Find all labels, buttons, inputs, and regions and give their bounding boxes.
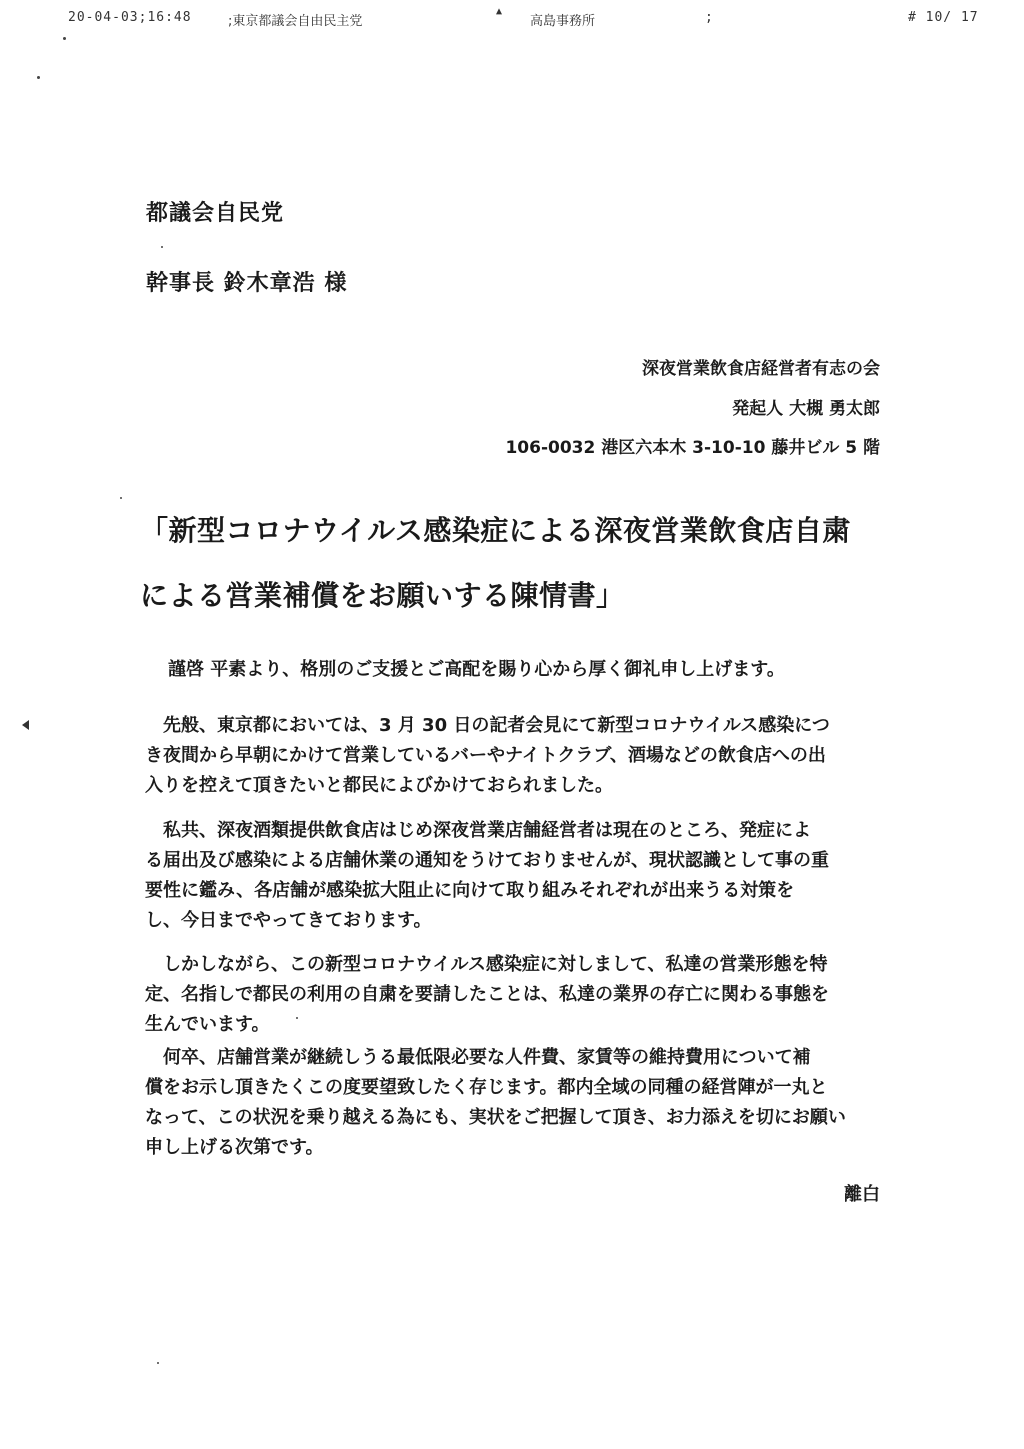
greeting: 謹啓 平素より、格別のご支援とご高配を賜り心から厚く御礼申し上げます。 xyxy=(168,659,785,680)
paragraph-line: しかしながら、この新型コロナウイルス感染症に対しまして、私達の営業形態を特 xyxy=(163,954,828,975)
body-paragraph xyxy=(145,711,897,801)
fax-transmission-header xyxy=(0,6,1024,32)
paragraph-line: 生んでいます。 xyxy=(145,1014,270,1035)
document-title-line-1: 「新型コロナウイルス感染症による深夜営業飲食店自粛 xyxy=(140,514,851,547)
paragraph-line: し、今日までやってきております。 xyxy=(145,910,432,931)
closing-remark: 離白 xyxy=(844,1184,880,1205)
scan-speck xyxy=(37,76,40,79)
sender-group: 深夜営業飲食店経営者有志の会 xyxy=(642,359,880,379)
sender-promoter: 発起人 大槻 勇太郎 xyxy=(732,399,880,419)
paragraph-line: 私共、深夜酒類提供飲食店はじめ深夜営業店舗経営者は現在のところ、発症によ xyxy=(163,820,811,841)
paragraph-line: 何卒、店舗営業が継続しうる最低限必要な人件費、家賃等の維持費用について補 xyxy=(163,1047,811,1068)
fax-sender: ;東京都議会自由民主党 xyxy=(228,14,363,29)
body-paragraph xyxy=(145,1043,897,1163)
paragraph-line: る届出及び感染による店舗休業の通知をうけておりませんが、現状認識として事の重 xyxy=(145,850,829,871)
scan-speck xyxy=(120,497,122,499)
margin-arrow-icon xyxy=(22,720,29,730)
fax-datetime: 20-04-03;16:48 xyxy=(68,10,192,25)
body-paragraph xyxy=(145,816,897,936)
paragraph-line: 入りを控えて頂きたいと都民によびかけておられました。 xyxy=(145,775,613,796)
scan-speck xyxy=(63,37,66,40)
fax-page-number: # 10/ 17 xyxy=(908,10,979,25)
paragraph-line: 先般、東京都においては、3 月 30 日の記者会見にて新型コロナウイルス感染につ xyxy=(163,715,830,736)
paragraph-line: 償をお示し頂きたくこの度要望致したく存じます。都内全域の同種の経営陣が一丸と xyxy=(145,1077,828,1098)
paragraph-line: き夜間から早朝にかけて営業しているバーやナイトクラブ、酒場などの飲食店への出 xyxy=(145,745,826,766)
scan-speck xyxy=(161,246,163,248)
paragraph-line: 定、名指しで都民の利用の自粛を要請したことは、私達の業界の存亡に関わる事態を xyxy=(145,984,829,1005)
fax-office: 高島事務所 xyxy=(530,14,596,29)
fax-marker-icon: ▲ xyxy=(496,6,503,17)
paragraph-line: なって、この状況を乗り越える為にも、実状をご把握して頂き、お力添えを切にお願い xyxy=(145,1107,846,1128)
paragraph-line: 要性に鑑み、各店舗が感染拡大阻止に向けて取り組みそれぞれが出来うる対策を xyxy=(145,880,795,901)
paragraph-line: 申し上げる次第です。 xyxy=(145,1137,324,1158)
addressee-person: 幹事長 鈴木章浩 様 xyxy=(146,271,348,296)
document-title-line-2: による営業補償をお願いする陳情書」 xyxy=(140,579,625,612)
body-paragraph xyxy=(145,950,897,1040)
fax-separator: ; xyxy=(705,10,713,25)
addressee-organization: 都議会自民党 xyxy=(146,201,285,226)
scan-speck xyxy=(157,1362,159,1364)
sender-address: 106-0032 港区六本木 3-10-10 藤井ビル 5 階 xyxy=(505,438,880,458)
